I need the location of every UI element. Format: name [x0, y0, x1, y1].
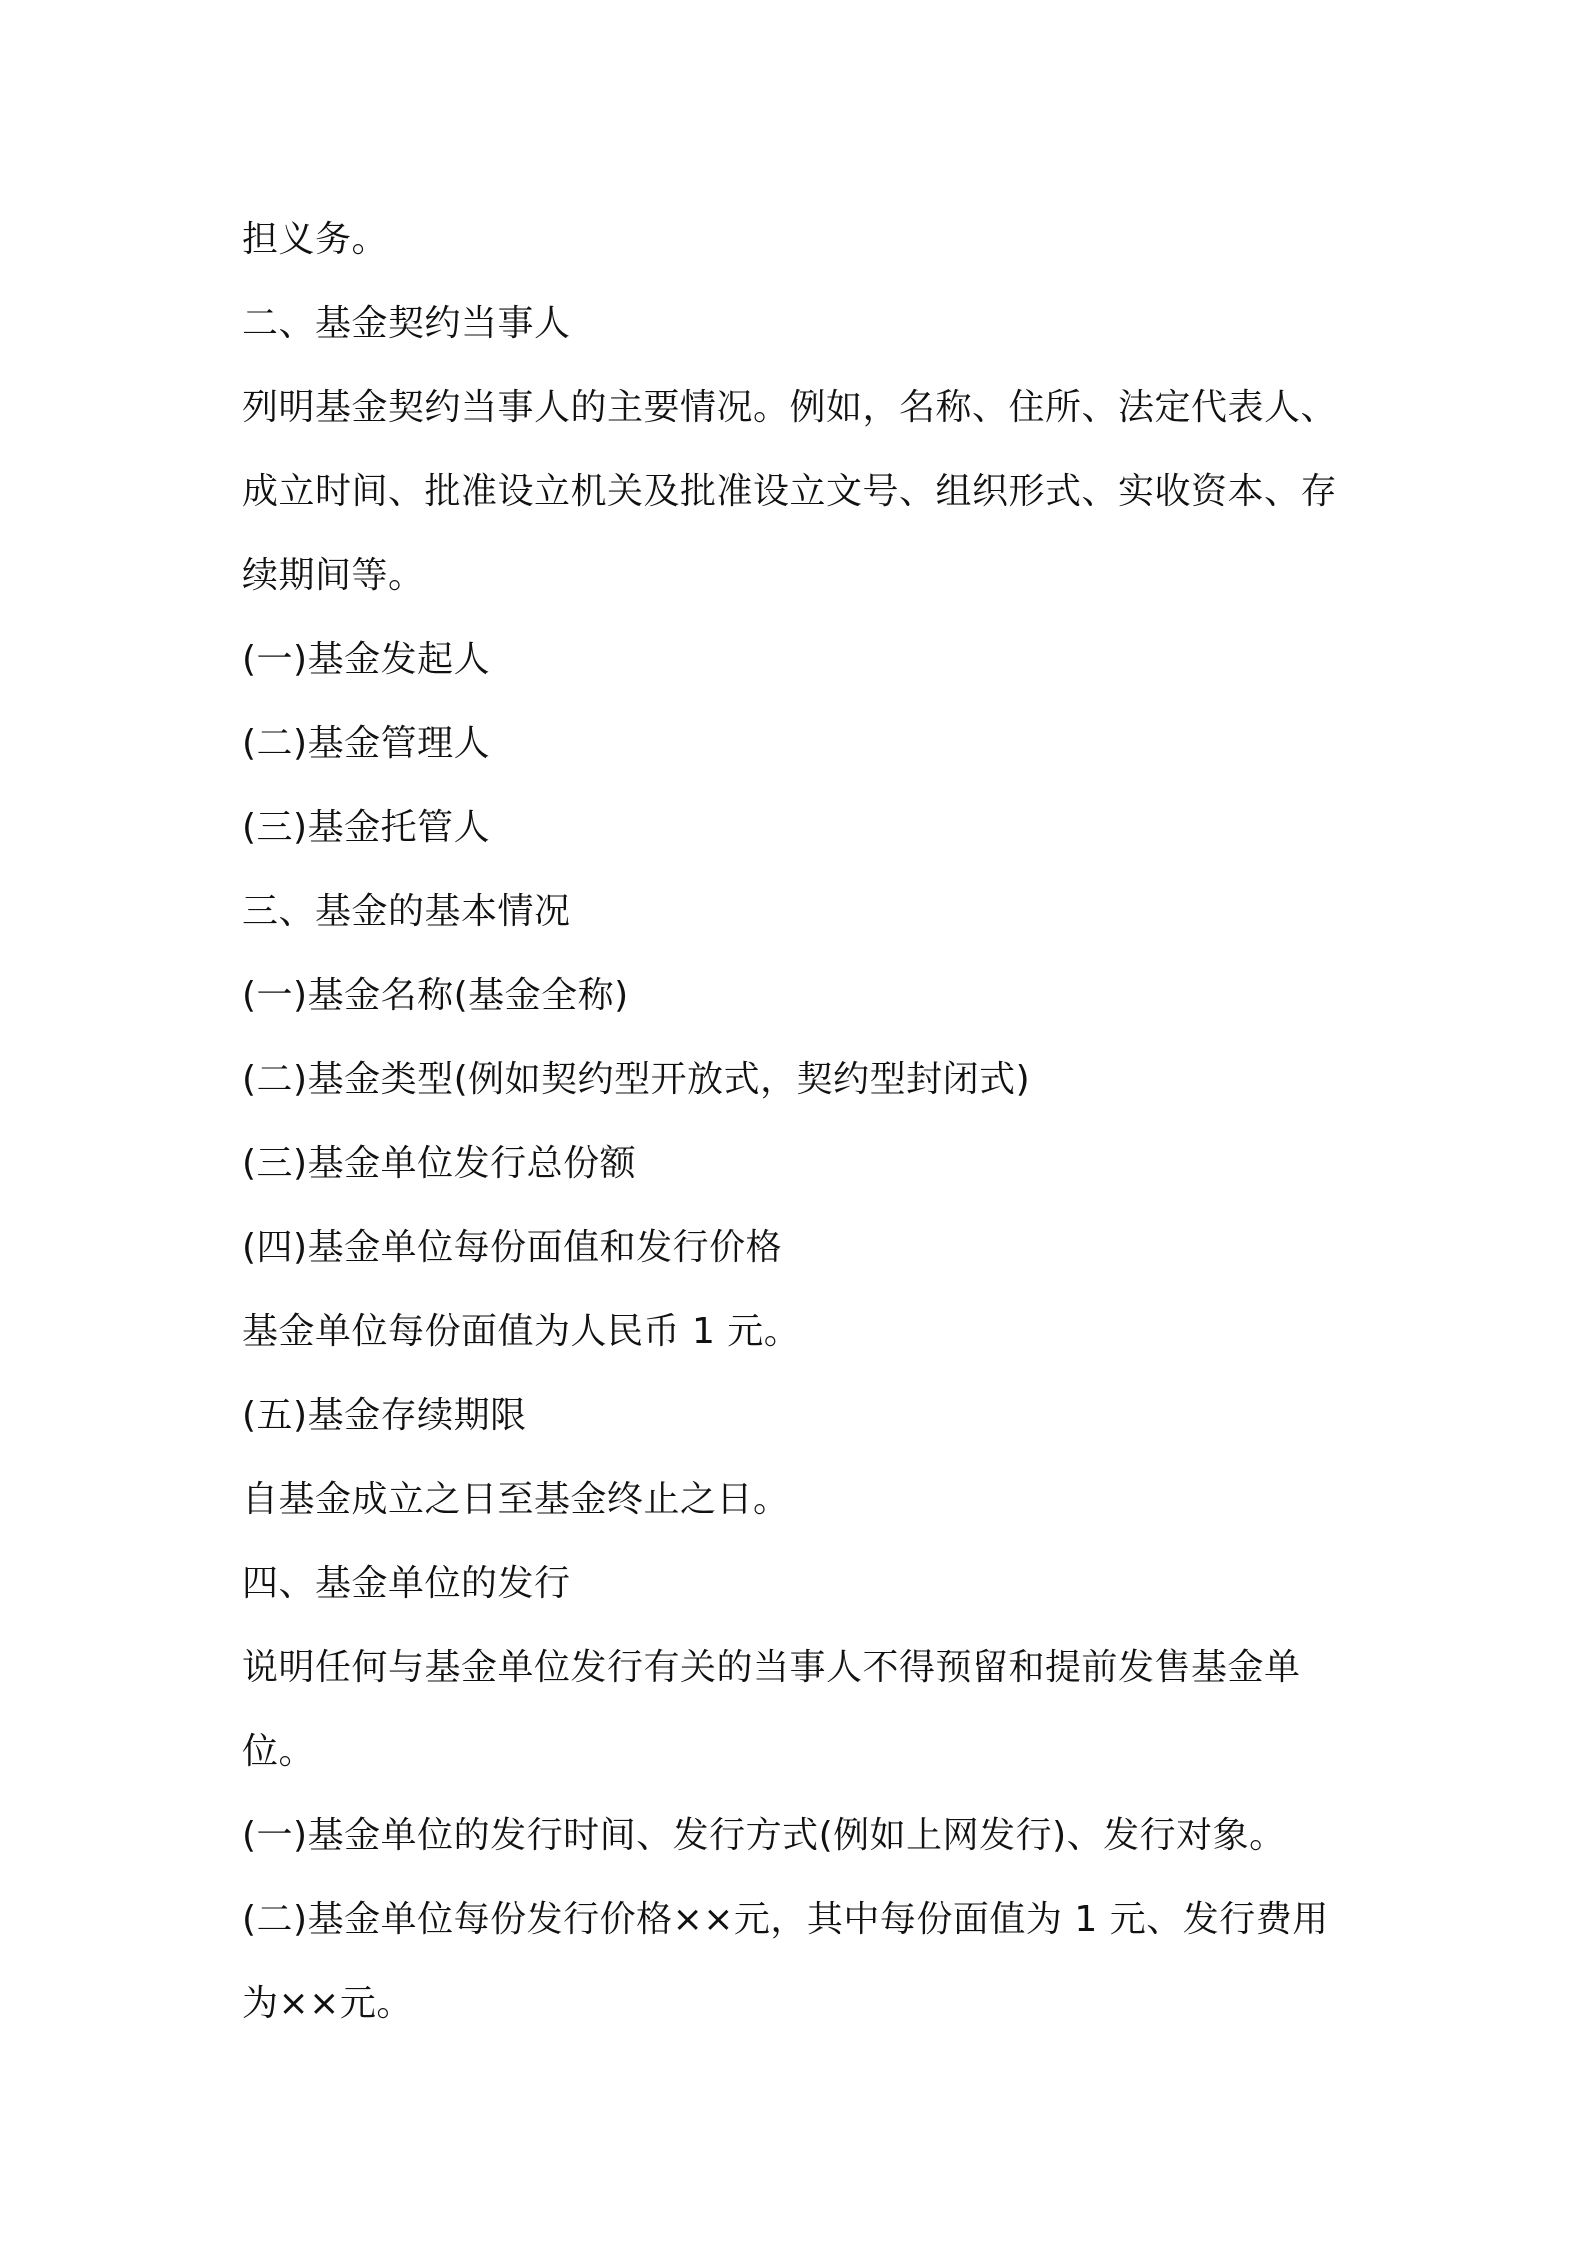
- list-item: (一)基金发起人: [242, 639, 491, 680]
- list-item: (二)基金类型(例如契约型开放式，契约型封闭式): [242, 1059, 1031, 1100]
- paragraph-line: 列明基金契约当事人的主要情况。例如，名称、住所、法定代表人、: [242, 387, 1338, 428]
- list-item: (四)基金单位每份面值和发行价格: [242, 1227, 783, 1268]
- list-item: (二)基金管理人: [242, 723, 491, 764]
- paragraph-line: 说明任何与基金单位发行有关的当事人不得预留和提前发售基金单: [242, 1647, 1301, 1688]
- list-item: (五)基金存续期限: [242, 1395, 527, 1436]
- section-heading-parties: 二、基金契约当事人: [242, 303, 571, 344]
- paragraph-line: 续期间等。: [242, 555, 425, 596]
- paragraph-line: 担义务。: [242, 219, 389, 260]
- paragraph-line: 基金单位每份面值为人民币 1 元。: [242, 1311, 801, 1352]
- section-heading-issuance: 四、基金单位的发行: [242, 1563, 571, 1604]
- document-body: [242, 198, 1362, 2046]
- list-item: (一)基金单位的发行时间、发行方式(例如上网发行)、发行对象。: [242, 1815, 1286, 1856]
- list-item: (三)基金单位发行总份额: [242, 1143, 637, 1184]
- paragraph-line: 自基金成立之日至基金终止之日。: [242, 1479, 790, 1520]
- paragraph-line: 为××元。: [242, 1983, 413, 2024]
- list-item: (二)基金单位每份发行价格××元，其中每份面值为 1 元、发行费用: [242, 1899, 1329, 1940]
- paragraph-line: 成立时间、批准设立机关及批准设立文号、组织形式、实收资本、存: [242, 471, 1338, 512]
- list-item: (三)基金托管人: [242, 807, 491, 848]
- list-item: (一)基金名称(基金全称): [242, 975, 629, 1016]
- section-heading-basic-info: 三、基金的基本情况: [242, 891, 571, 932]
- paragraph-line: 位。: [242, 1731, 316, 1772]
